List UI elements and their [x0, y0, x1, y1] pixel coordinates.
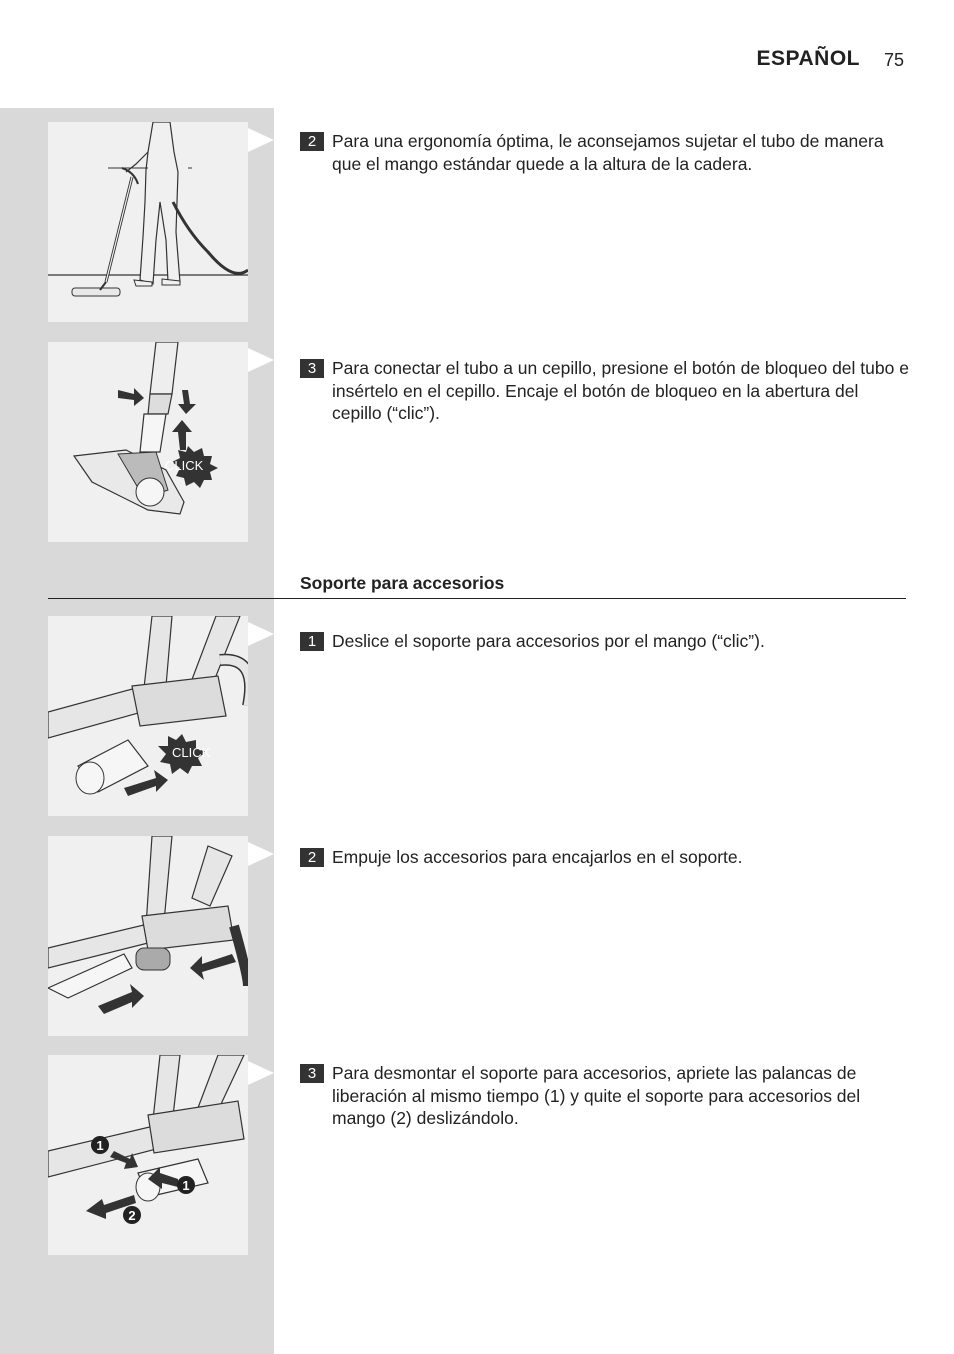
- step-ergonomics: [300, 130, 910, 175]
- callout-2: 2: [128, 1208, 136, 1223]
- callout-1: 1: [96, 1138, 104, 1153]
- page-notch: [248, 842, 274, 866]
- illustration-connect-tube: [48, 342, 248, 542]
- click-label: CLICK: [165, 458, 204, 473]
- page-notch: [248, 1061, 274, 1085]
- page-notch: [248, 348, 274, 372]
- page-notch: [248, 128, 274, 152]
- illustration-ergonomic-posture: [48, 122, 248, 322]
- illustration-slide-holder: [48, 616, 248, 816]
- step-remove-holder: [300, 1062, 910, 1130]
- step-connect-tube: [300, 357, 910, 425]
- illustration-push-accessories: [48, 836, 248, 1036]
- callout-1: 1: [182, 1178, 190, 1193]
- illustration-remove-holder: [48, 1055, 248, 1255]
- page-notch: [248, 622, 274, 646]
- language-header: ESPAÑOL: [756, 47, 860, 70]
- step-number-badge: 2: [300, 132, 324, 151]
- click-label: CLICK: [172, 745, 211, 760]
- section-divider: [48, 598, 906, 599]
- step-text: Para desmontar el soporte para accesorios, apriete las palancas de liberación al mismo tiempo (1) y quite el soporte para accesorios del mango (2) deslizándolo.: [332, 1063, 861, 1128]
- section-title-accessory-holder: Soporte para accesorios: [300, 573, 505, 593]
- step-text: Para una ergonomía óptima, le aconsejamos sujetar el tubo de manera que el mango estándar quede a la altura de la cadera.: [332, 131, 884, 174]
- step-push-accessories: [300, 846, 910, 869]
- step-text: Para conectar el tubo a un cepillo, presione el botón de bloqueo del tubo e insértelo en el cepillo. Encaje el botón de bloqueo en la abertura del cepillo (“clic”).: [332, 358, 909, 423]
- step-text: Empuje los accesorios para encajarlos en el soporte.: [332, 847, 743, 867]
- step-number-badge: 1: [300, 632, 324, 651]
- step-number-badge: 3: [300, 359, 324, 378]
- step-number-badge: 3: [300, 1064, 324, 1083]
- page-number: 75: [884, 50, 905, 70]
- step-slide-holder: [300, 630, 910, 653]
- step-number-badge: 2: [300, 848, 324, 867]
- step-text: Deslice el soporte para accesorios por el mango (“clic”).: [332, 631, 765, 651]
